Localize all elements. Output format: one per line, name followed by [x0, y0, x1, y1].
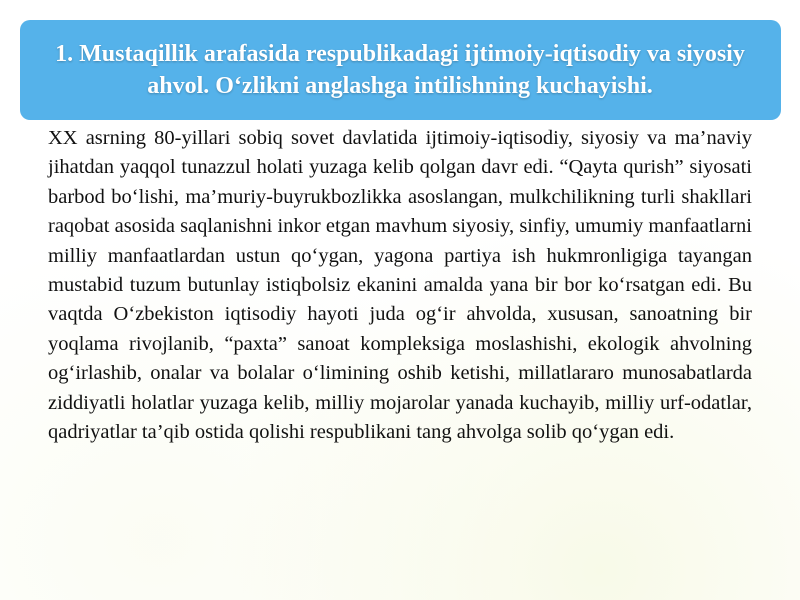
slide-title: 1. Mustaqillik arafasida respublikadagi ijtimoiy-iqtisodiy va siyosiy ahvol. O‘zlikni anglashga intilishning kuchayishi. — [55, 41, 745, 99]
slide-body-text: XX asrning 80-yillari sobiq sovet davlatida ijtimoiy-iqtisodiy, siyosiy va ma’naviy jihatdan yaqqol tunazzul holati yuzaga kelib qolgan davr edi. “Qayta qurish” siyosati barbod bo‘lishi, ma’muriy-buyrukbozlikka asoslangan, mulkchilikning turli shakllari raqobat asosida saqlanishni inkor etgan mavhum siyosiy, sinfiy, umumiy manfaatlarni milliy manfaatlardan ustun qo‘ygan, yagona partiya ish hukmronligiga tayangan mustabid tuzum butunlay istiqbolsiz ekanini amalda yana bir bor ko‘rsatgan edi. Bu vaqtda O‘zbekiston iqtisodiy hayoti juda og‘ir ahvolda, xususan, sanoatning bir yoqlama rivojlanib, “paxta” sanoat kompleksiga moslashishi, ekologik ahvolning og‘irlashib, onalar va bolalar o‘limining oshib ketishi, millatlararo munosabatlarda ziddiyatli holatlar yuzaga kelib, milliy mojarolar yanada kuchayib, milliy urf-odatlar, qadriyatlar ta’qib ostida qolishi respublikani tang ahvolga solib qo‘ygan edi. — [48, 127, 752, 444]
